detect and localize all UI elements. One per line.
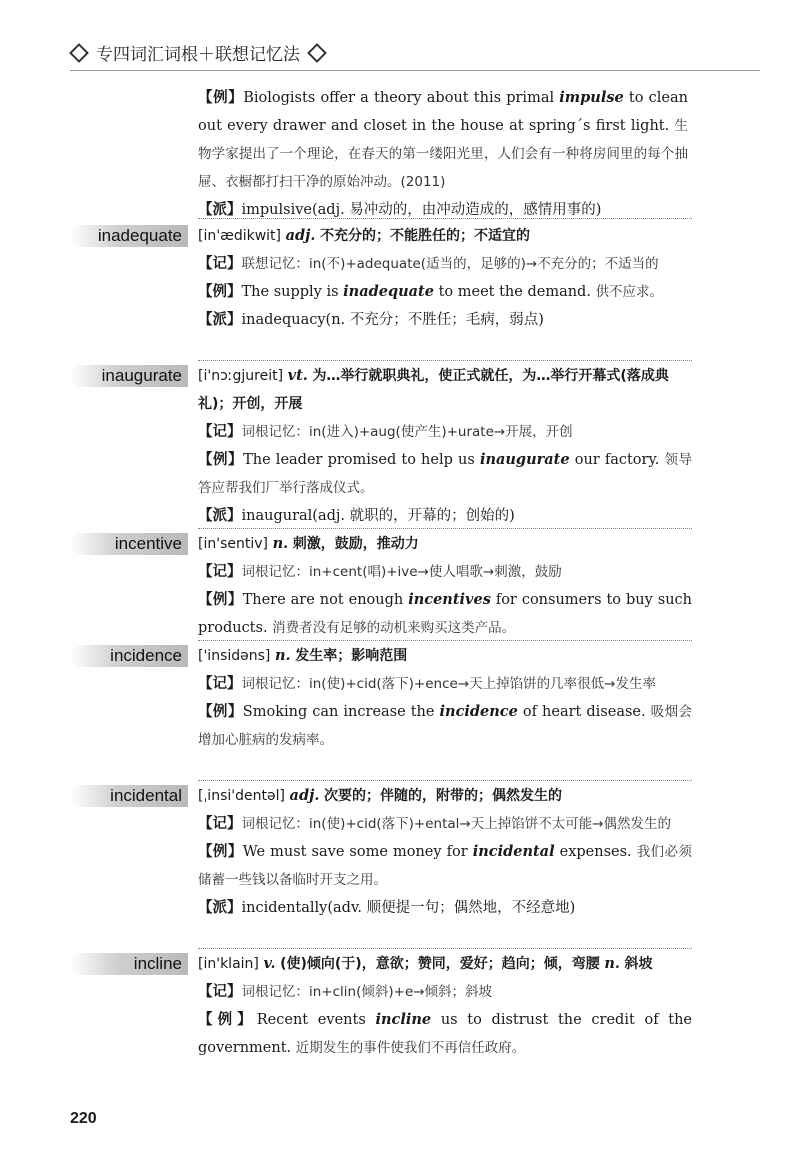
example-text: us to distrust the credit of the government.: [198, 1012, 693, 1056]
definition-line: [188, 530, 692, 558]
divider: [198, 360, 692, 361]
example-text: for consumers to buy such products.: [198, 592, 693, 636]
definition-line: [188, 222, 692, 250]
example-line: [198, 446, 692, 502]
part-of-speech: v.: [263, 955, 276, 972]
memory-text: 词根记忆：in+cent(唱)+ive→使人唱歌→刺激，鼓励: [241, 564, 562, 580]
derived-tag: 【派】: [198, 508, 242, 524]
phonetic: [ˌinsi'dentəl]: [198, 788, 285, 804]
headword: inadequate: [70, 225, 188, 247]
entry-incentive: [70, 530, 692, 642]
definition: (使)倾向(于)，意欲；赞同，爱好；趋向；倾，弯腰: [280, 956, 600, 972]
keyword: inadequate: [343, 283, 434, 300]
divider: [198, 948, 692, 949]
part-of-speech: vt.: [287, 367, 308, 384]
derived-line: [198, 196, 688, 224]
memory-line: [198, 810, 692, 838]
part-of-speech: n.: [604, 955, 620, 972]
headword: incentive: [70, 533, 188, 555]
example-translation: 我们必须储蓄一些钱以备临时开支之用。: [198, 844, 693, 888]
definition: 次要的；伴随的，附带的；偶然发生的: [324, 788, 562, 804]
definition: 为…举行就职典礼，使正式就任，为…举行开幕式(落成典礼)；开创，开展: [198, 368, 669, 412]
example-line: [198, 586, 692, 642]
example-text: our factory.: [569, 452, 665, 468]
example-translation: 供不应求。: [595, 284, 664, 300]
example-text: The leader promised to help us: [243, 452, 480, 468]
example-text: to meet the demand.: [433, 284, 596, 300]
derived-tag: 【派】: [198, 312, 242, 328]
example-translation: 近期发生的事件使我们不再信任政府。: [295, 1040, 526, 1056]
example-text: to clean out every drawer and closet in the house at spring´s first light.: [198, 90, 688, 134]
example-translation: 生物学家提出了一个理论，在春天的第一缕阳光里，人们会有一种将房间里的每个抽屉、衣橱都打扫干净的原始冲动。(2011): [198, 118, 688, 190]
page-number: 220: [70, 1110, 97, 1127]
example-translation: 吸烟会增加心脏病的发病率。: [198, 704, 693, 748]
definition-line: [188, 950, 692, 978]
example-tag: 【例】: [198, 592, 243, 608]
memory-text: 词根记忆：in(进入)+aug(使产生)+urate→开展，开创: [241, 424, 573, 440]
part-of-speech: n.: [275, 647, 291, 664]
part-of-speech: adj.: [289, 787, 320, 804]
example-line: [198, 84, 688, 196]
definition: 斜坡: [624, 956, 653, 972]
definition: 刺激，鼓励，推动力: [292, 536, 419, 552]
memory-line: [198, 250, 692, 278]
memory-text: 词根记忆：in(使)+cid(落下)+ental→天上掉馅饼不太可能→偶然发生的: [241, 816, 672, 832]
memory-tag: 【记】: [198, 564, 242, 580]
derived-tag: 【派】: [198, 202, 242, 218]
entry-incidence: [70, 642, 692, 754]
keyword: impulse: [559, 89, 624, 106]
derived-text: impulsive(adj. 易冲动的，由冲动造成的，感情用事的): [241, 202, 602, 218]
memory-tag: 【记】: [198, 816, 242, 832]
phonetic: ['insidəns]: [198, 648, 271, 664]
derived-text: inaugural(adj. 就职的，开幕的；创始的): [241, 508, 515, 524]
memory-line: [198, 558, 692, 586]
memory-tag: 【记】: [198, 984, 242, 1000]
derived-text: inadequacy(n. 不充分；不胜任；毛病，弱点): [241, 312, 544, 328]
keyword: incentives: [408, 591, 491, 608]
example-tag: 【例】: [198, 284, 242, 300]
definition: 不充分的；不能胜任的；不适宜的: [320, 228, 531, 244]
entry-incidental: [70, 782, 692, 922]
memory-line: [198, 670, 692, 698]
running-header: [70, 40, 326, 65]
example-text: The supply is: [241, 284, 344, 300]
example-tag: 【例】: [198, 452, 244, 468]
headword: incidental: [70, 785, 188, 807]
example-text: of heart disease.: [517, 704, 651, 720]
definition-line: [188, 782, 692, 810]
diamond-ornament-icon: [307, 43, 327, 63]
memory-tag: 【记】: [198, 256, 242, 272]
example-text: We must save some money for: [242, 844, 473, 860]
definition-line: [188, 362, 692, 418]
memory-text: 词根记忆：in+clin(倾斜)+e→倾斜；斜坡: [241, 984, 493, 1000]
example-tag: 【例】: [198, 704, 243, 720]
divider: [198, 780, 692, 781]
memory-tag: 【记】: [198, 424, 242, 440]
phonetic: [in'ædikwit]: [198, 228, 281, 244]
derived-line: [198, 894, 692, 922]
example-line: [198, 278, 692, 306]
prelude-continuation: [198, 84, 688, 224]
derived-line: [198, 306, 692, 334]
divider: [198, 528, 692, 529]
entry-incline: [70, 950, 692, 1062]
keyword: inaugurate: [479, 451, 570, 468]
example-text: There are not enough: [242, 592, 409, 608]
example-line: [198, 1006, 692, 1062]
diamond-ornament-icon: [69, 43, 89, 63]
entry-inaugurate: [70, 362, 692, 530]
divider: [198, 218, 692, 219]
keyword: incline: [375, 1011, 432, 1028]
derived-text: incidentally(adv. 顺便提一句；偶然地，不经意地): [241, 900, 576, 916]
example-translation: 消费者没有足够的动机来购买这类产品。: [272, 620, 516, 636]
entry-inadequate: [70, 222, 692, 334]
memory-line: [198, 418, 692, 446]
phonetic: [in'klain]: [198, 956, 259, 972]
phonetic: [i'nɔːgjureit]: [198, 368, 284, 384]
keyword: incidence: [439, 703, 518, 720]
example-translation: 领导答应帮我们厂举行落成仪式。: [198, 452, 693, 496]
headword: inaugurate: [70, 365, 188, 387]
header-title: 专四词汇词根＋联想记忆法: [96, 45, 300, 65]
example-text: Smoking can increase the: [242, 704, 440, 720]
example-tag: 【例】: [198, 1012, 257, 1028]
keyword: incidental: [472, 843, 555, 860]
derived-tag: 【派】: [198, 900, 242, 916]
divider: [198, 640, 692, 641]
memory-tag: 【记】: [198, 676, 242, 692]
example-line: [198, 838, 692, 894]
header-rule: [70, 70, 760, 71]
part-of-speech: n.: [272, 535, 289, 552]
example-tag: 【例】: [198, 90, 244, 106]
example-line: [198, 698, 692, 754]
headword: incline: [70, 953, 188, 975]
example-text: Recent events: [256, 1012, 376, 1028]
example-tag: 【例】: [198, 844, 243, 860]
phonetic: [in'sentiv]: [198, 536, 268, 552]
derived-line: [198, 502, 692, 530]
definition-line: [188, 642, 692, 670]
memory-line: [198, 978, 692, 1006]
example-text: Biologists offer a theory about this primal: [243, 90, 560, 106]
memory-text: 联想记忆：in(不)+adequate(适当的，足够的)→不充分的；不适当的: [241, 256, 659, 272]
memory-text: 词根记忆：in(使)+cid(落下)+ence→天上掉馅饼的几率很低→发生率: [241, 676, 656, 692]
definition: 发生率；影响范围: [295, 648, 408, 664]
part-of-speech: adj.: [285, 227, 316, 244]
example-text: expenses.: [554, 844, 637, 860]
headword: incidence: [70, 645, 188, 667]
